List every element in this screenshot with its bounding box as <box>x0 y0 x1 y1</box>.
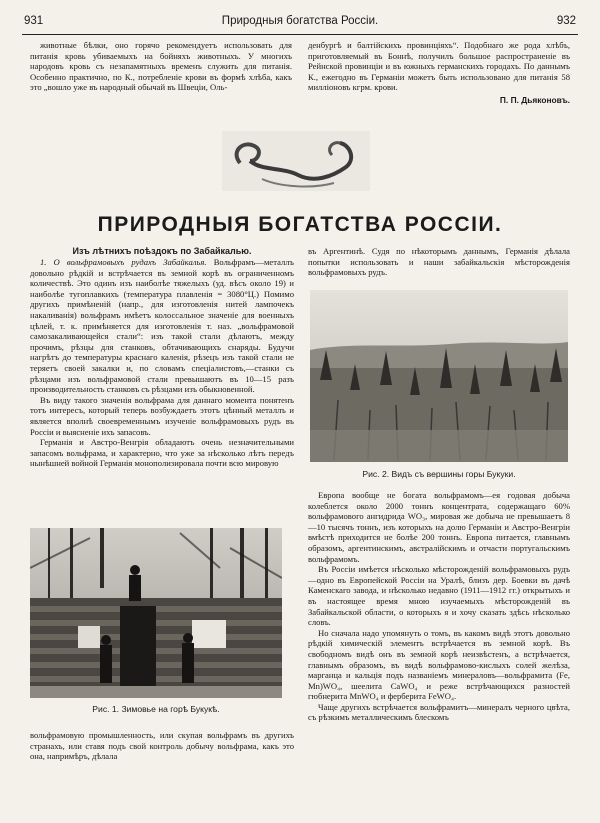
snake-ornament <box>222 131 370 191</box>
paragraph: Въ Россіи имѣется нѣсколько мѣсторожденій вольфрамовыхъ рудъ—одно въ Европейской Россіи на Уралѣ, близъ дер. Боевки въ дачѣ Каменскаго завода, и нѣсколько недавно (1911—1912 гг.) открытыхъ и въ настоящее время мною изучаемыхъ мѣсторожденій въ Забайкальской области, о которыхъ я и хочу сказать здѣсь нѣсколько словъ. <box>308 564 570 628</box>
section-label: 1. О вольфрамовыхъ рудахъ Забайкалья. <box>40 257 207 267</box>
paragraph: вольфрамовую промышленность, или скупая вольфрамъ въ другихъ странахъ, или ставя подъ свой контроль добычу вольфрама, какъ это она, напримѣръ, дѣлала <box>30 730 294 762</box>
main-title: ПРИРОДНЫЯ БОГАТСТВА РОССІИ. <box>97 213 503 236</box>
top-left-column <box>30 40 292 93</box>
page-number-left: 931 <box>24 15 44 27</box>
left-article-column <box>30 246 294 469</box>
paragraph: Чаще другихъ встрѣчается вольфрамитъ—минералъ черного цвѣта, съ рѣзкимъ металлическимъ блескомъ <box>308 701 570 723</box>
paragraph-text: Вольфрамъ—металлъ довольно рѣдкій и встрѣчается въ земной корѣ въ ограниченномъ количествѣ. Это одинъ изъ наиболѣе тяжелыхъ (уд. вѣсъ около 19) и наиболѣе тугоплавкихъ (температура плавленія = 3080°Ц.) Помимо другихъ примѣненій (напр., для изготовленія нитей лампочекъ накаливанія) вольфрамъ имѣетъ колоссальное значеніе для военныхъ цѣлей, т. к. примѣняется для изготовленія т. наз. „вольфрамовой самозакаливающейся стали“: изъ такой стали дѣлаютъ, между прочимъ, рѣзцы для станковъ, обтачивающихъ снаряды. Будучи нагрѣтъ до температуры краснаго каленія, рѣзецъ изъ такой стали не теряетъ своей закалки и, по словамъ спеціалистовъ,—станки съ рѣзцами изъ вольфрамовой стали превышаютъ въ 10—15 разъ производительность станковъ съ рѣзцами изъ обыкновенной. <box>30 257 294 395</box>
paragraph: животные бѣлки, оно горячо рекомендуетъ использовать для питанія кровь убиваемыхъ на бойняхъ животныхъ. У многихъ народовъ кровь съ незапамятныхъ временъ служить для питанія. Особенно практично, по К., потребленіе крови въ формѣ хлѣба, какъ это „вошло уже въ народный обычай въ Швеціи, Оль- <box>30 40 292 93</box>
right-article-column <box>308 490 570 723</box>
paragraph: Но сначала надо упомянуть о томъ, въ какомъ видѣ этотъ довольно рѣдкій химическій элементъ встрѣчается въ земной корѣ. Въ свободномъ видѣ онъ въ земной корѣ неизвѣстенъ, а встрѣчается, главнымъ образомъ, въ видѣ вольфрамово-кислыхъ солей желѣза, марганца и кальція подъ названіемъ минераловъ—вольфрамита (Fe, Mn)WO₄, шеелита CaWO₄ и реже встрѣчающихся разностей гюбнерита MnWO₄ и ферберита FeWO₄. <box>308 627 570 702</box>
left-column-continued <box>30 730 294 762</box>
page-number-right: 932 <box>556 15 576 27</box>
paragraph: денбургѣ и балтійскихъ провинціяхъ“. Подобнаго же рода хлѣбъ, приготовляемый въ Боннѣ, получилъ большое распространеніе въ Рейнской провинціи и въ южныхъ германскихъ городахъ. По даннымъ К., ежегодно въ Германіи можетъ быть использовано для питанія 58 милліоновъ кгрм. крови. <box>308 40 570 93</box>
running-header <box>22 12 578 35</box>
author-signature: П. П. Дьяконовъ. <box>499 94 570 105</box>
figure-2-caption: Рис. 2. Видъ съ вершины горы Букуки. <box>362 469 516 479</box>
paragraph <box>30 257 294 395</box>
paragraph: Европа вообще не богата вольфрамомъ—ея годовая добыча колеблется около 2000 тоннъ концентрата, содержащаго 60% вольфрамового ангидрида WO₃, мировая же добыча не превышаетъ 8—10 тысячъ тоннъ, изъ которыхъ на долю Германіи и Австро-Венгріи вмѣстѣ приходится не болѣе 200 тоннъ. Европа питается, главнымъ образомъ, аргентинскимъ, австралійскимъ и отчасти португальскимъ вольфрамомъ. <box>308 490 570 564</box>
paragraph: Въ виду такого значенія вольфрама для даннаго момента понятенъ тотъ интересъ, который теперь возбуждаетъ этотъ цѣнный металлъ и является вполнѣ своевременнымъ изученіе вольфрамовыхъ рудъ въ Россіи и выясненіе ихъ запасовъ. <box>30 394 294 437</box>
right-article-column-top <box>308 246 570 278</box>
paragraph: въ Аргентинѣ. Судя по нѣкоторымъ даннымъ, Германія дѣлала попытки использовать и наши забайкальскія мѣсторожденія вольфрамовыхъ рудъ. <box>308 246 570 278</box>
top-right-column <box>308 40 570 106</box>
figure-1-caption: Рис. 1. Зимовье на горѣ Букукѣ. <box>92 704 220 714</box>
running-title: Природныя богатства Россіи. <box>221 15 379 27</box>
paragraph: Германія и Австро-Венгрія обладаютъ очень незначительными запасомъ вольфрама, и характерно, что уже за нѣсколько лѣтъ передъ нынѣшней войной Германія монополизировала почти всю мировую <box>30 437 294 469</box>
subheading: Изъ лѣтнихъ поѣздокъ по Забайкалью. <box>72 246 252 256</box>
photo-view-from-bukuka <box>310 290 568 462</box>
photo-winter-hut <box>30 528 282 698</box>
